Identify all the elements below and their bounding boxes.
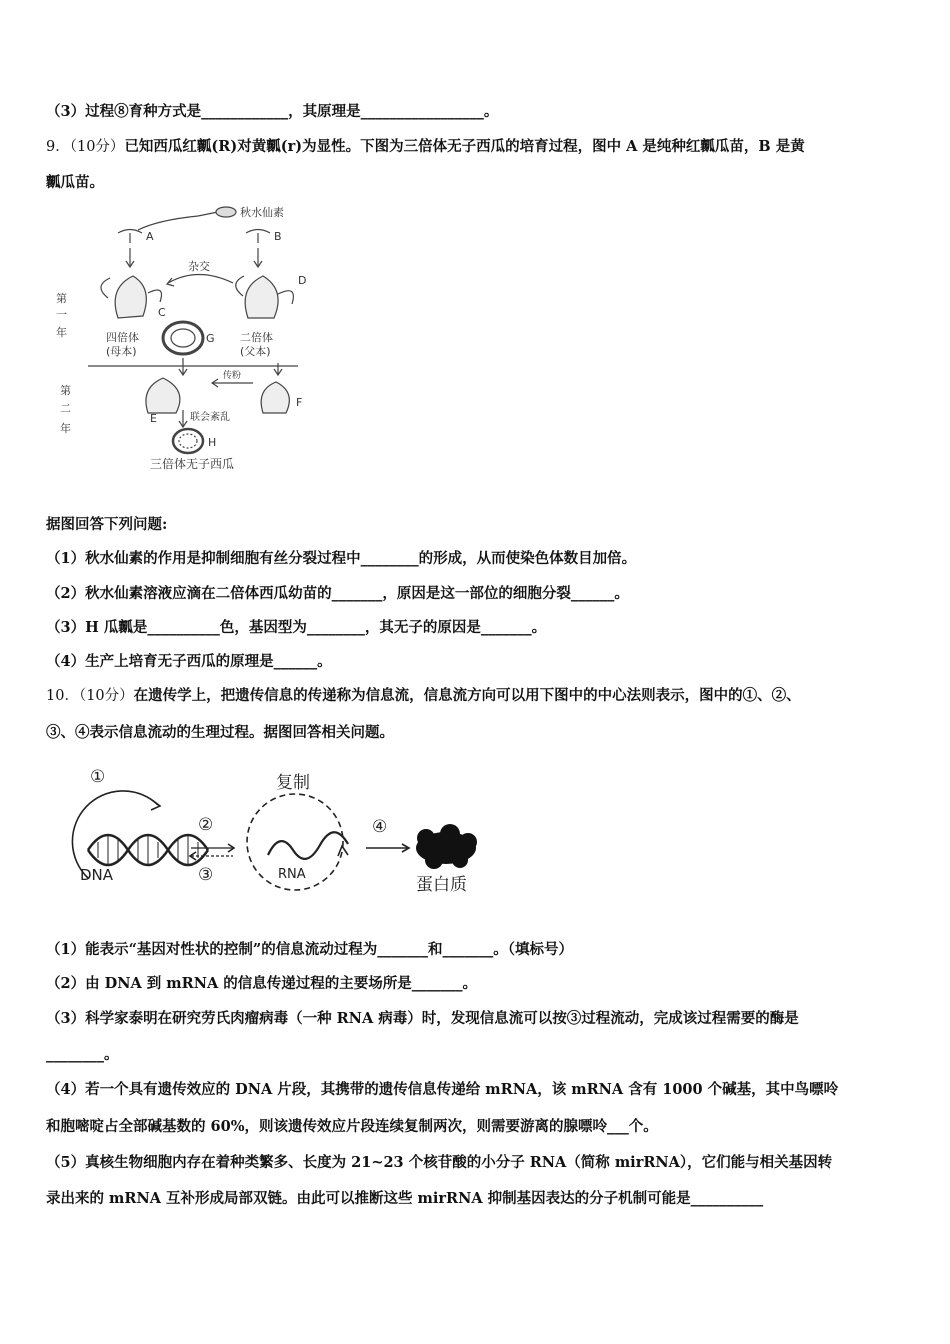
fig2-dna-label: DNA [80,866,114,884]
fig1-cross-label: 杂交 [188,260,210,273]
fig1-year1-2: 一 [56,308,67,321]
line-q8-3: （3）过程⑧育种方式是____________，其原理是_________________。 [46,103,499,120]
question-text: 已知西瓜红瓤(R)对黄瓤(r)为显性。下图为三倍体无子西瓜的培育过程，图中 A 是纯种红瓤瓜苗，B 是黄 [124,138,805,155]
fig1-pollinate: 传粉 [223,371,242,381]
question-10-2: （2）由 DNA 到 mRNA 的信息传递过程的主要场所是_______。 [46,975,478,992]
fig2-process-3: ③ [198,865,214,885]
protein-icon [416,824,477,869]
central-dogma-figure [48,760,488,900]
fig1-label-g: G [206,332,215,345]
fig2-protein-label: 蛋白质 [416,875,467,895]
fig2-rna-label: RNA [278,867,306,882]
fig1-father: (父本) [240,345,271,358]
question-9-stem-cont: 瓤瓜苗。 [46,174,104,191]
fig1-year2-3: 年 [60,422,71,435]
fig2-process-2: ② [198,815,214,835]
question-9-3: （3）H 瓜瓤是__________色，基因型为________，其无子的原因是_______。 [46,619,547,636]
fig1-mother: (母本) [106,345,137,358]
question-9-intro: 据图回答下列问题: [46,516,168,533]
question-10-stem [46,686,801,706]
fig1-label-d: D [298,274,307,287]
question-10-1: （1）能表示“基因对性状的控制”的信息流动过程为_______和_______。（填标号） [46,941,574,958]
fig1-year2-1: 第 [60,384,71,397]
fig2-replicate-label: 复制 [276,773,310,793]
fig1-colchicine-label: 秋水仙素 [240,206,284,219]
question-number: 10．（10分） [46,688,134,704]
question-10-5: （5）真核生物细胞内存在着种类繁多、长度为 21~23 个核苷酸的小分子 RNA（简称 mirRNA），它们能与相关基因转 [46,1154,833,1171]
question-10-5-cont: 录出来的 mRNA 互补形成局部双链。由此可以推断这些 mirRNA 抑制基因表达的分子机制可能是__________ [46,1190,764,1207]
question-10-3: （3）科学家泰明在研究劳氏肉瘤病毒（一种 RNA 病毒）时，发现信息流可以按③过程流动，完成该过程需要的酶是 [46,1010,799,1027]
question-9-stem [46,137,805,157]
question-number: 9．（10分） [46,139,125,155]
fig2-process-1: ① [90,767,106,787]
fig2-process-4: ④ [372,817,388,837]
fig1-label-c: C [158,306,166,319]
question-10-3-cont: ________。 [46,1046,119,1063]
question-9-1: （1）秋水仙素的作用是抑制细胞有丝分裂过程中________的形成，从而使染色体数目加倍。 [46,550,637,567]
fig1-label-h: H [208,436,217,449]
fig1-diploid: 二倍体 [240,331,273,344]
fig1-synapsis: 联会紊乱 [190,412,230,423]
fig1-triploid: 三倍体无子西瓜 [150,457,235,471]
fig1-label-e: E [150,412,157,425]
fig1-label-a: A [146,230,154,243]
question-9-2: （2）秋水仙素溶液应滴在二倍体西瓜幼苗的_______，原因是这一部位的细胞分裂______。 [46,585,629,602]
question-10-stem-cont: ③、④表示信息流动的生理过程。据图回答相关问题。 [46,724,394,741]
fig1-year1-1: 第 [56,292,67,305]
fig1-year1-3: 年 [56,326,67,339]
fig1-tetraploid: 四倍体 [106,331,139,344]
fig1-year2-2: 二 [60,402,71,415]
fig1-label-f: F [296,396,303,409]
question-9-4: （4）生产上培育无子西瓜的原理是______。 [46,653,332,670]
watermelon-breeding-figure [48,198,348,488]
fig1-label-b: B [274,230,282,243]
question-10-4: （4）若一个具有遗传效应的 DNA 片段，其携带的遗传信息传递给 mRNA，该 mRNA 含有 1000 个碱基，其中鸟嘌呤 [46,1081,839,1098]
question-text: 在遗传学上，把遗传信息的传递称为信息流，信息流方向可以用下图中的中心法则表示，图中的①、②、 [133,687,801,704]
question-10-4-cont: 和胞嘧啶占全部碱基数的 60%，则该遗传效应片段连续复制两次，则需要游离的腺嘌呤___个。 [46,1118,658,1135]
